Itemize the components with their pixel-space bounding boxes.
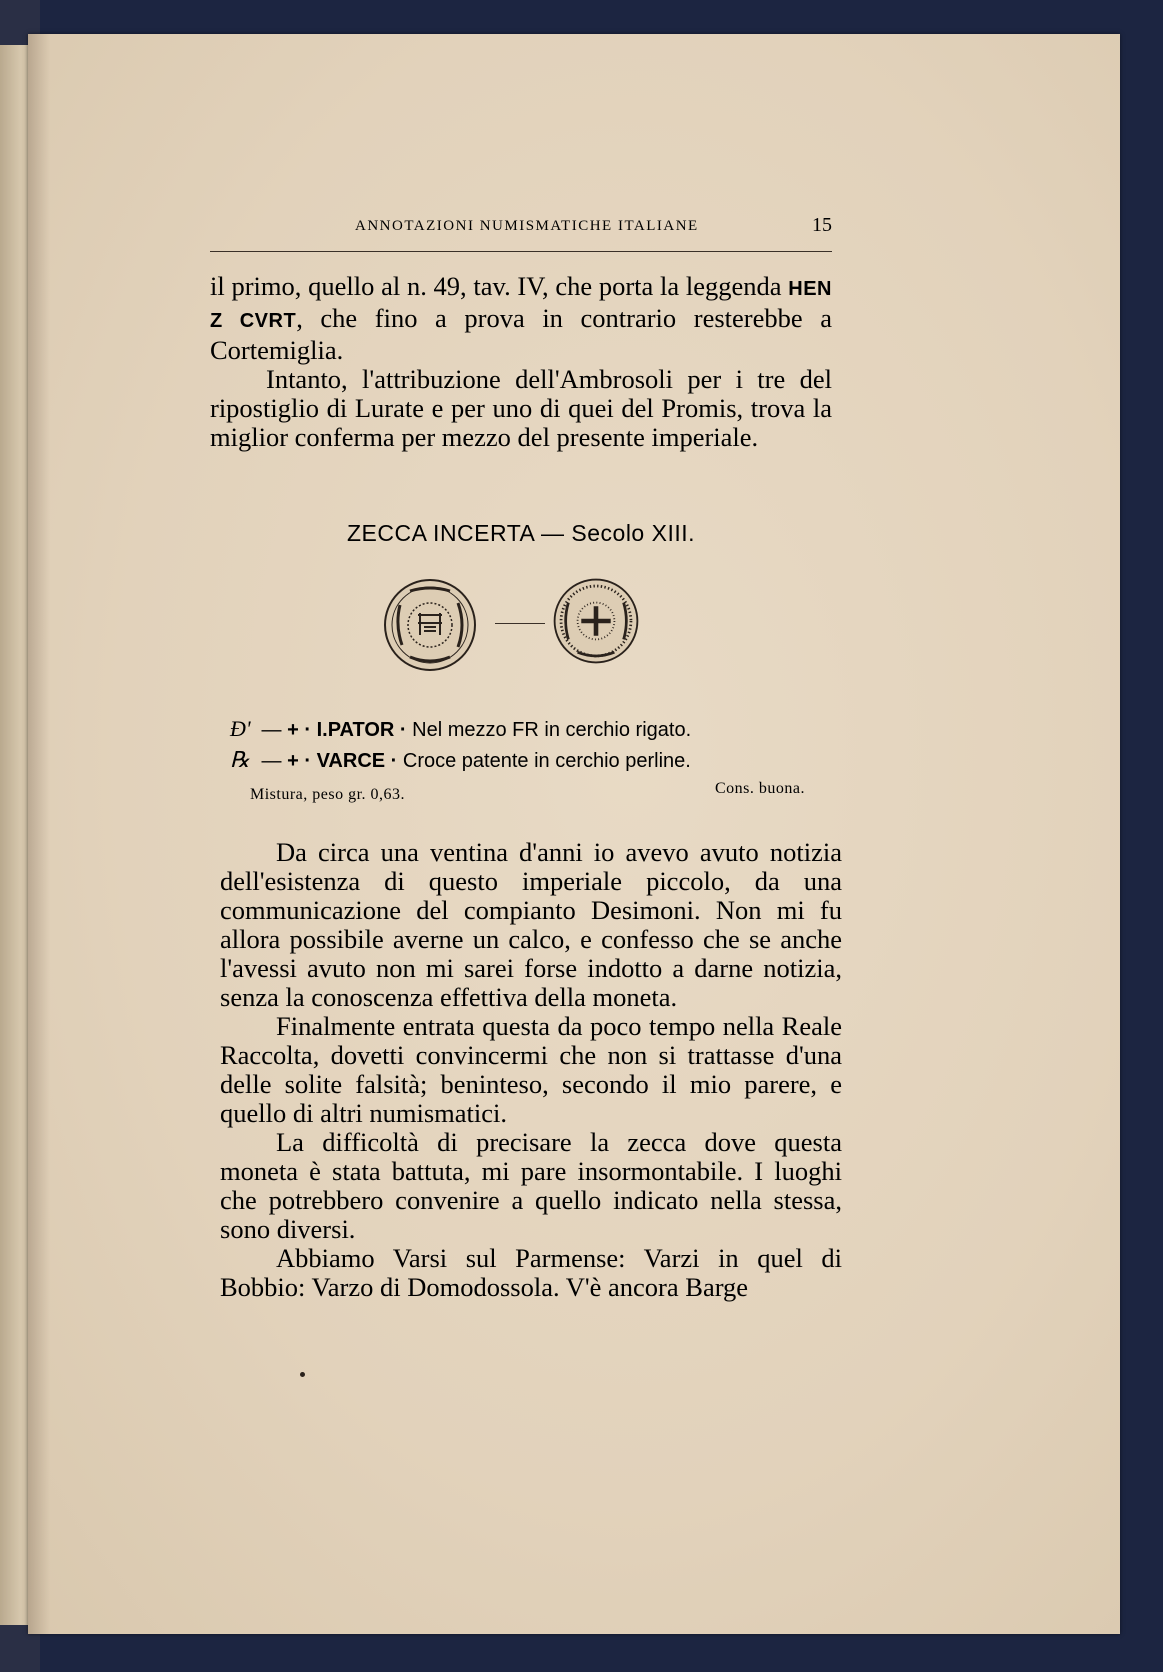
- running-title: ANNOTAZIONI NUMISMATICHE ITALIANE: [355, 218, 699, 234]
- coin-illustrations: [380, 575, 680, 685]
- discussion-paragraph-3: La difficoltà di precisare la zecca dove questa moneta è stata battuta, mi pare insormontabile. I luoghi che potrebbero convenire a quello indicato nella stessa, sono diversi.: [220, 1127, 842, 1244]
- ink-speck: [300, 1372, 305, 1377]
- reverse-siglum: ℞: [230, 747, 250, 772]
- section-heading: ZECCA INCERTA — Secolo XIII.: [346, 520, 696, 546]
- discussion-paragraph-4: Abbiamo Varsi sul Parmense: Varzi in quel di Bobbio: Varzo di Domodossola. V'è ancora Barge: [220, 1243, 842, 1302]
- reverse-text: Croce patente in cerchio perline.: [397, 750, 691, 772]
- obverse-dash: —: [256, 719, 288, 741]
- coin-metadata: [250, 780, 805, 804]
- coin-legend-inline: HEN Z CVRT: [210, 278, 832, 332]
- obverse-siglum: Ɖ': [230, 716, 251, 741]
- running-head: [210, 214, 832, 242]
- header-rule: [210, 251, 832, 252]
- intro-paragraph-1: [210, 272, 832, 365]
- page-number: 15: [812, 214, 832, 236]
- coin-reverse-image: [550, 575, 642, 667]
- reverse-legend: + · VARCE ·: [287, 750, 398, 772]
- intro-text: [210, 272, 832, 452]
- obverse-legend: + · I.PATOR ·: [287, 719, 407, 741]
- discussion-paragraph-1: Da circa una ventina d'anni io avevo avuto notizia dell'esistenza di questo imperiale piccolo, da una communicazione del compianto Desimoni. Non mi fu allora possibile averne un calco, e confesso che se anche l'avessi avuto non mi sarei forse indotto a darne notizia, senza la conoscenza effettiva della moneta.: [220, 837, 842, 1012]
- metal-weight: Mistura, peso gr. 0,63.: [250, 786, 406, 803]
- reverse-description: [230, 747, 830, 773]
- condition: Cons. buona.: [715, 780, 805, 797]
- reverse-dash: —: [256, 750, 288, 772]
- obverse-description: [230, 716, 830, 742]
- page-gutter-shadow: [28, 34, 50, 1634]
- intro-paragraph-2: Intanto, l'attribuzione dell'Ambrosoli per i tre del ripostiglio di Lurate e per uno di quei del Promis, trova la miglior conferma per mezzo del presente imperiale.: [210, 364, 832, 452]
- discussion-paragraph-2: Finalmente entrata questa da poco tempo nella Reale Raccolta, dovetti convincermi che non si trattasse d'una delle solite falsità; beninteso, secondo il mio parere, e quello di altri numismatici.: [220, 1011, 842, 1128]
- obverse-text: Nel mezzo FR in cerchio rigato.: [406, 719, 692, 741]
- intro-p1-text: il primo, quello al n. 49, tav. IV, che porta la leggenda: [210, 271, 789, 301]
- discussion-text: [220, 838, 842, 1302]
- intro-p1-text-end: , che fino a prova in contrario resterebbe a Cortemiglia.: [210, 303, 832, 365]
- coin-separator: [495, 623, 545, 624]
- coin-obverse-image: [380, 575, 480, 675]
